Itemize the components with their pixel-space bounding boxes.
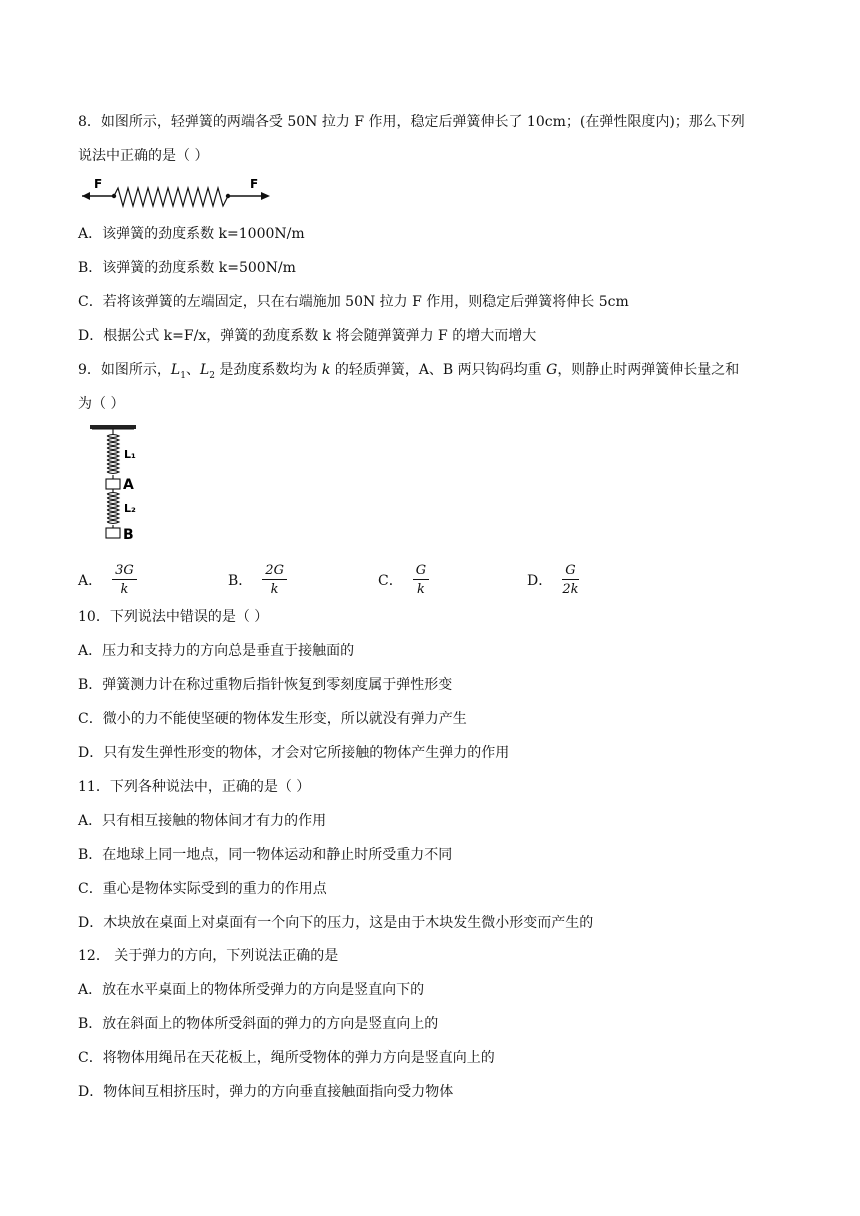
q9-stem-text: 的轻质弹簧，A、B 两只钩码均重: [330, 362, 547, 378]
fraction-numerator: 3G: [112, 563, 137, 580]
q9-figure-label-l1: L₁: [124, 448, 136, 461]
fraction-denominator: 2k: [562, 582, 579, 597]
q8-figure-left-force-label: F: [94, 177, 103, 191]
q9-stem-text: 是劲度系数均为: [214, 362, 322, 378]
q11-option-b: B．在地球上同一地点，同一物体运动和静止时所受重力不同: [78, 847, 453, 863]
fraction-denominator: k: [270, 582, 279, 597]
q9-choices: [78, 560, 778, 600]
q9-choice-letter: C．: [378, 573, 403, 589]
q9-choice-fraction: [562, 563, 578, 597]
q9-choice-letter: A．: [78, 573, 103, 589]
q8-option-d: D．根据公式 k=F/x，弹簧的劲度系数 k 将会随弹簧弹力 F 的增大而增大: [78, 328, 537, 344]
q8-stem-line1: 8．如图所示，轻弹簧的两端各受 50N 拉力 F 作用，稳定后弹簧伸长了 10cm；(在弹性限度内)；那么下列: [78, 114, 745, 130]
q8-option-a: A．该弹簧的劲度系数 k=1000N/m: [78, 226, 305, 242]
q9-figure-label-a: A: [123, 477, 134, 493]
q10-option-d: D．只有发生弹性形变的物体，才会对它所接触的物体产生弹力的作用: [78, 745, 510, 761]
q9-choice-letter: D．: [527, 573, 553, 589]
q9-symbol-subscript: 1: [180, 370, 186, 381]
q8-option-b: B．该弹簧的劲度系数 k=500N/m: [78, 260, 296, 276]
fraction-numerator: G: [413, 563, 429, 580]
q9-stem-line2: 为（ ）: [78, 396, 125, 412]
fraction-denominator: k: [416, 582, 425, 597]
q10-option-a: A．压力和支持力的方向总是垂直于接触面的: [78, 643, 355, 659]
q9-choice-b: [228, 560, 287, 600]
q9-stem-text: ，则静止时两弹簧伸长量之和: [557, 362, 740, 378]
q12-option-b: B．放在斜面上的物体所受斜面的弹力的方向是竖直向上的: [78, 1016, 439, 1032]
q9-choice-letter: B．: [228, 573, 253, 589]
q11-option-d: D．木块放在桌面上对桌面有一个向下的压力，这是由于木块发生微小形变而产生的: [78, 915, 594, 931]
q9-symbol-subscript: 2: [209, 370, 215, 381]
fraction-denominator: k: [120, 582, 129, 597]
q11-option-c: C．重心是物体实际受到的重力的作用点: [78, 881, 327, 897]
q9-stem-text: 9．如图所示，: [78, 362, 171, 378]
q9-symbol: L: [170, 362, 181, 378]
q10-option-c: C．微小的力不能使坚硬的物体发生形变，所以就没有弹力产生: [78, 711, 467, 727]
q9-choice-c: [378, 560, 429, 600]
q9-choice-fraction: [262, 563, 287, 597]
q12-option-a: A．放在水平桌面上的物体所受弹力的方向是竖直向下的: [78, 982, 425, 998]
q8-spring-figure: [80, 176, 276, 212]
fraction-numerator: G: [562, 563, 578, 580]
q9-choice-a: [78, 560, 137, 600]
q9-symbol: k: [321, 362, 331, 378]
q12-option-d: D．物体间互相挤压时，弹力的方向垂直接触面指向受力物体: [78, 1084, 454, 1100]
q9-stem-line1: [78, 360, 739, 386]
q9-figure-label-b: B: [123, 527, 134, 542]
q9-spring-figure: [88, 424, 148, 542]
q11-option-a: A．只有相互接触的物体间才有力的作用: [78, 813, 327, 829]
q8-stem-line2: 说法中正确的是（ ）: [78, 148, 209, 164]
q10-stem: 10．下列说法中错误的是（ ）: [78, 609, 269, 625]
q9-choice-d: [527, 560, 579, 600]
q8-option-c: C．若将该弹簧的左端固定，只在右端施加 50N 拉力 F 作用，则稳定后弹簧将伸长 5cm: [78, 294, 629, 310]
fraction-numerator: 2G: [262, 563, 287, 580]
q9-choice-fraction: [413, 563, 429, 597]
q12-option-c: C．将物体用绳吊在天花板上，绳所受物体的弹力方向是竖直向上的: [78, 1050, 495, 1066]
q12-stem: 12． 关于弹力的方向，下列说法正确的是: [78, 948, 339, 964]
q9-symbol: G: [546, 362, 558, 378]
q10-option-b: B．弹簧测力计在称过重物后指针恢复到零刻度属于弹性形变: [78, 677, 453, 693]
q9-figure-label-l2: L₂: [124, 502, 136, 515]
q11-stem: 11．下列各种说法中，正确的是（ ）: [78, 779, 311, 795]
q9-choice-fraction: [112, 563, 137, 597]
q9-stem-text: 、: [185, 362, 200, 378]
q9-symbol: L: [199, 362, 210, 378]
q8-figure-right-force-label: F: [250, 177, 259, 191]
